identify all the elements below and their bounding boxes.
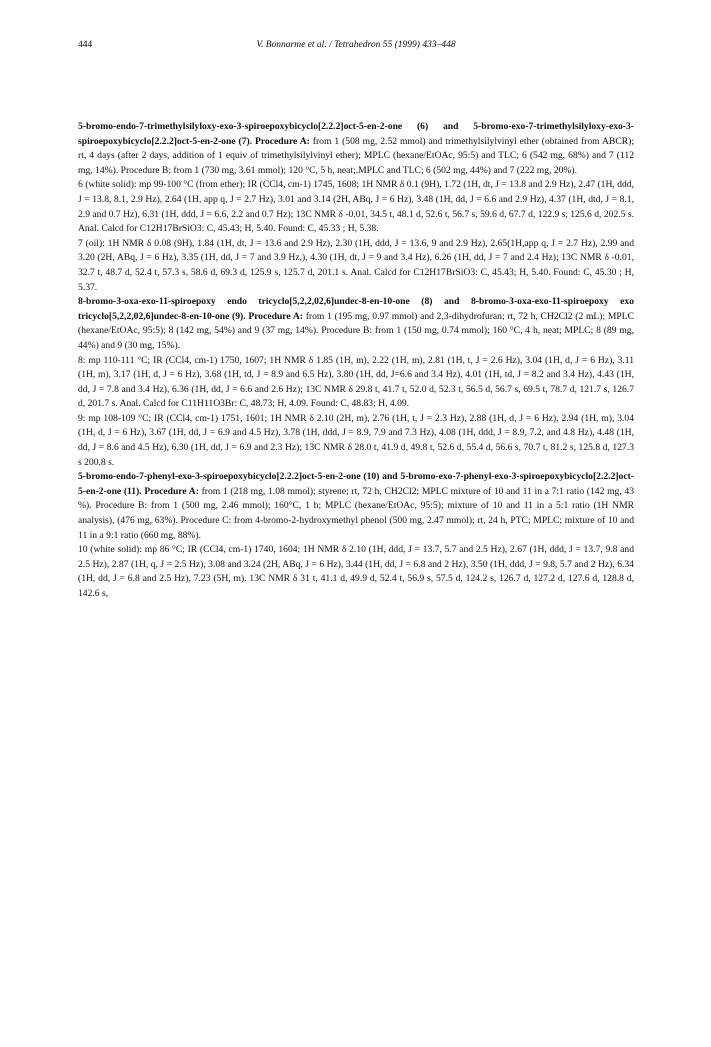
page-number: 444 [78,40,93,50]
paragraph-compound-10-data [78,543,634,601]
running-title: V. Bonnarme et al. / Tetrahedron 55 (1999) 433–448 [256,40,456,50]
paragraph-compound-7-data [78,237,634,295]
paragraph-text: 6 (white solid): mp 99-100 °C (from ether); IR (CCl4, cm-1) 1745, 1608; 1H NMR δ 0.1 (9H), 1.72 (1H, dt, J = 13.8 and 2.9 Hz), 2.47 (1H, ddd, J = 13.8, 8.1, 2.9 Hz), 2.64 (1H, app q, J = 2.7 Hz), 3.01 and 3.14 (2H, ABq, J = 6 Hz), 3.48 (1H, dd, J = 6.6 and 2.9 Hz), 4.37 (1H, dtd, J = 8.1, 2.9 and 0.7 Hz), 6.31 (1H, ddd, J = 6.6, 2.2 and 0.7 Hz); 13C NMR δ -0.01, 34.5 t, 48.1 d, 52.6 t, 56.7 s, 59.6 d, 67.7 d, 122.9 s, 125.6 d, 202.5 s. Anal. Calcd for C12H17BrSiO3: C, 45.43; H, 5.40. Found: C, 45.33 ; H, 5.38. [78,179,634,235]
paragraph-text: from 1 (508 mg, 2.52 mmol) and trimethylsilylvinyl ether (obtained from ABCR); rt, 4 days (after 2 days, addition of 1 equiv of trimethylsilylvinyl ether); MPLC (hexane/EtOAc, 95:5) and TLC; 6 (542 mg, 68%) and 7 (112 mg, 14%). Procedure B: from 1 (730 mg, 3.61 mmol); 120 °C, 5 h, neat;.MPLC and TLC; 6 (502 mg, 44%) and 7 (222 mg, 20%). [78,135,634,176]
paragraph-heading: 8-bromo-3-oxa-exo-11-spiroepoxy endo tricyclo[5,2,2,02,6]undec-8-en-10-one (8) and 8-bromo-3-oxa-exo-11-spiroepoxy exo tricyclo[5,2,2,02,6]undec-8-en-10-one (9). Procedure A: [78,296,634,322]
paragraph-text: 7 (oil): 1H NMR δ 0.08 (9H), 1.84 (1H, dt, J = 13.6 and 2.9 Hz), 2.30 (1H, ddd, J = 13.6, 9 and 2.9 Hz), 2.65(1H,app q, J = 2.7 Hz), 2.99 and 3.20 (2H, ABq, J = 6 Hz), 3.35 (1H, dd, J = 7 and 3.9 Hz,), 4.30 (1H, dt, J = 9 and 3.4 Hz), 6.26 (1H, dd, J = 7 and 2.4 Hz); 13C NMR δ -0.01, 32.7 t, 48.7 d, 52.4 t, 57.3 s, 58.6 d, 69.3 d, 125.9 s, 125.7 d, 201.1 s. Anal. Calcd for C12H17BrSiO3: C, 45.43; H, 5.40. Found: C, 45.30 ; H, 5.37. [78,237,634,293]
paragraph-text: 10 (white solid): mp 86 °C; IR (CCl4, cm-1) 1740, 1604; 1H NMR δ 2.10 (1H, ddd, J = 13.7, 5.7 and 2.5 Hz), 2.67 (1H, ddd, J = 13.7, 9.8 and 2.5 Hz), 2.87 (1H, q, J = 2.5 Hz), 3.08 and 3.24 (2H, ABq, J = 6 Hz), 3.44 (1H, dd, J = 6.8 and 2 Hz), 3.50 (1H, ddd, J = 9.8, 5.7 and 2 Hz), 6.34 (1H, dd, J = 6.8 and 2.5 Hz), 7.23 (5H, m). 13C NMR δ 31 t, 41.1 d, 49.9 d, 52.4 t, 56.9 s, 57.5 d, 124.2 s, 126.7 d, 127.2 d, 127.6 d, 128.8 d, 142.6 s, [78,544,634,599]
paragraph-compounds-8-9 [78,295,634,353]
page-header [78,40,634,54]
paragraph-compound-8-data [78,354,634,412]
paragraph-text: 9: mp 108-109 °C; IR (CCl4, cm-1) 1751, 1601; 1H NMR δ 2.10 (2H, m), 2.76 (1H, t, J = 2.3 Hz), 2.88 (1H, d, J = 6 Hz), 2.94 (1H, m), 3.04 (1H, d, J = 6 Hz), 3.67 (1H, dd, J = 6.9 and 4.5 Hz), 3.78 (1H, ddd, J = 8.9, 7.9 and 7.3 Hz), 4.08 (1H, ddd, J = 8.9, 7.2, and 4.8 Hz), 4.48 (1H, dd, J = 8.6 and 4.5 Hz), 6.30 (1H, dd, J = 6.9 and 2.3 Hz); 13C NMR δ 28.0 t, 41.9 d, 49.8 t, 52.6 d, 55.4 d, 56.6 s, 70.7 t, 81.2 s, 125.8 d, 127.3 s 200.8 s. [78,412,634,468]
paragraph-text: from 1 (195 mg, 0.97 mmol) and 2,3-dihydrofuran; rt, 72 h, CH2Cl2 (2 mL); MPLC (hexane/EtOAc, 95:5); 8 (142 mg, 54%) and 9 (37 mg, 14%). Procedure B: from 1 (150 mg, 0.74 mmol); 160 °C, 4 h, neat; MPLC; 8 (89 mg, 44%) and 9 (30 mg, 15%). [78,310,634,351]
paragraph-text: from 1 (218 mg, 1.08 mmol); styrene; rt, 72 h, CH2Cl2; MPLC mixture of 10 and 11 in a 7:1 ratio (142 mg, 43 %). Procedure B: from 1 (500 mg, 2.46 mmol); 160°C, 1 h; MPLC (hexane/EtOAc, 95:5); mixture of 10 and 11 in a 5:1 ratio (1H NMR analysis), (476 mg, 63%). Procedure C: from 4-bromo-2-hydroxymethyl phenol (500 mg, 2.47 mmol); rt, 24 h, PTC; MPLC; mixture of 10 and 11 in a 9:1 ratio (660 mg, 88%). [78,485,634,541]
paragraph-compound-9-data [78,412,634,470]
paragraph-compounds-10-11 [78,470,634,543]
paragraph-compound-6-data [78,178,634,236]
paragraph-text: 8: mp 110-111 °C; IR (CCl4, cm-1) 1750, 1607; 1H NMR δ 1.85 (1H, m), 2.22 (1H, m), 2.81 (1H, t, J = 2.6 Hz), 3.04 (1H, d, J = 6 Hz), 3.11 (1H, m), 3.17 (1H, d, J = 6 Hz), 3.68 (1H, td, J = 8.9 and 6.5 Hz), 3.80 (1H, dd, J=6.6 and 3.4 Hz), 4.01 (1H, td, J = 8.2 and 3.4 Hz), 4.43 (1H, dd, J = 7.8 and 3.4 Hz), 6.36 (1H, dd, J = 6.6 and 2.6 Hz); 13C NMR δ 29.8 t, 41.7 t, 52.0 d, 52.3 t, 56.5 d, 56.7 s, 69.5 t, 78.7 d, 121.7 s, 126.7 d, 201.7 s. Anal. Calcd for C11H11O3Br: C, 48.73; H, 4.09. Found: C, 48.83; H, 4.09. [78,354,634,410]
paragraph-heading: 5-bromo-endo-7-phenyl-exo-3-spiroepoxybicyclo[2.2.2]oct-5-en-2-one (10) and 5-bromo-exo-7-phenyl-exo-3-spiroepoxybicyclo[2.2.2]oct-5-en-2-one (11). Procedure A: [78,471,634,497]
body-text [78,120,634,602]
paragraph-heading: 5-bromo-endo-7-trimethylsilyloxy-exo-3-spiroepoxybicyclo[2.2.2]oct-5-en-2-one (6) and 5-bromo-exo-7-trimethylsilyloxy-exo-3-spiroepoxybicyclo[2.2.2]oct-5-en-2-one (7). Procedure A: [78,121,634,147]
paragraph-compounds-6-7 [78,120,634,178]
